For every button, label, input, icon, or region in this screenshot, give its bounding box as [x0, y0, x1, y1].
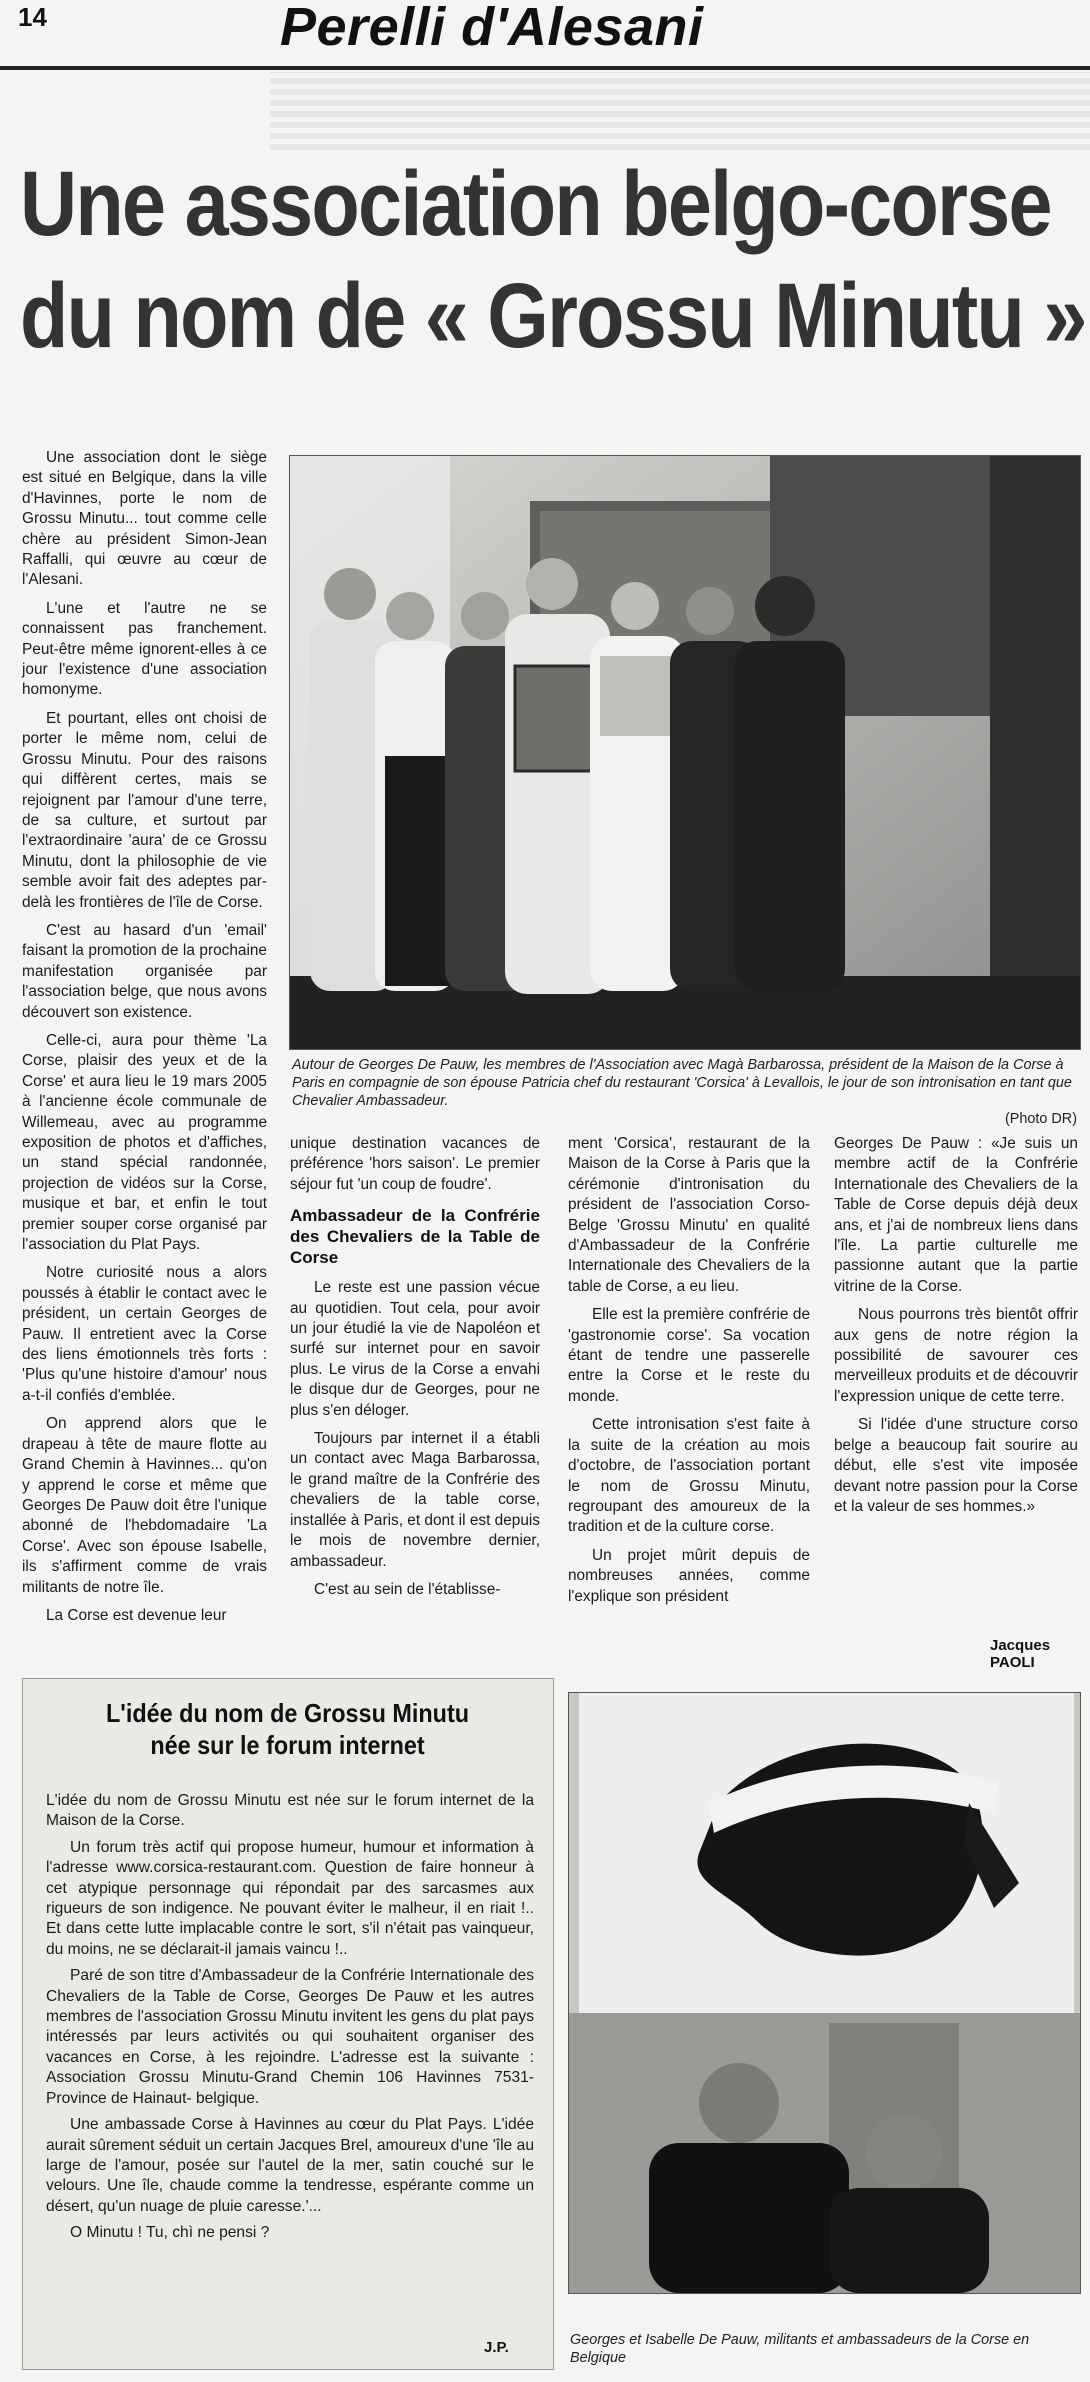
paragraph: Nous pourrons très bientôt offrir aux gens de notre région la possibilité de savourer ces merveilleux produits et de découvrir l'expression unique de cette terre.: [834, 1306, 1078, 1405]
bleed-through-strip: [270, 72, 1090, 150]
paragraph: On apprend alors que le drapeau à tête de maure flotte au Grand Chemin à Havinnes... qu'on y apprend le corse et même que Georges De Pauw doit être l'unique abonné de l'hebdomadaire 'La Corse'. Avec son épouse Isabelle, ils s'affirment comme de vrais militants de notre île.: [22, 1415, 267, 1596]
article-subheading: Ambassadeur de la Confrérie des Chevaliers de la Table de Corse: [290, 1206, 540, 1268]
paragraph: Le reste est une passion vécue au quotidien. Tout cela, pour avoir un jour étudié la vie de Napoléon et surfé sur internet pour en savoir plus. Le virus de la Corse a envahi le disque dur de Georges, pour ne plus s'en déloger.: [290, 1279, 540, 1419]
couple-photo: [568, 1692, 1081, 2294]
paragraph: O Minutu ! Tu, chì ne pensi ?: [70, 2224, 270, 2242]
paragraph: Un projet mûrit depuis de nombreuses années, comme l'explique son président: [568, 1546, 810, 1605]
paragraph: unique destination vacances de préférence 'hors saison'. Le premier séjour fut 'un coup de foudre'.: [290, 1135, 540, 1193]
paragraph: C'est au sein de l'établisse-: [314, 1580, 501, 1598]
group-photo-caption: [292, 1056, 1077, 1128]
paragraph: Toujours par internet il a établi un contact avec Maga Barbarossa, le grand maître de la Confrérie des chevaliers de la table corse, installée à Paris, et dont il est depuis le mois de novembre dernier, ambassadeur.: [290, 1430, 540, 1570]
couple-photo-image: [569, 1693, 1080, 2293]
paragraph: Elle est la première confrérie de 'gastronomie corse'. Sa vocation étant de tendre une passerelle entre la Corse et le reste du monde.: [568, 1306, 810, 1405]
sidebar-text: [46, 1791, 534, 2250]
header-rule: [0, 66, 1090, 70]
article-column-3: [568, 1134, 810, 1615]
headline-line-1: Une association belgo-corse: [20, 153, 1051, 255]
paragraph: La Corse est devenue leur: [46, 1606, 227, 1624]
paragraph: Une association dont le siège est situé en Belgique, dans la ville d'Havinnes, porte le nom de Grossu Minutu... tout comme celle chère au président Simon-Jean Raffalli, qui œuvre au cœur de l'Alesani.: [22, 449, 267, 589]
paragraph: Cette intronisation s'est faite à la suite de la création au mois d'octobre, de l'association portant le nom de Grossu Minutu, regroupant des amoureux de la tradition et de la culture corse.: [568, 1416, 810, 1536]
paragraph: L'une et l'autre ne se connaissent pas franchement. Peut-être même ignorent-elles à ce jour l'existence d'une association homonyme.: [22, 599, 267, 699]
group-photo: [289, 455, 1081, 1050]
paragraph: Une ambassade Corse à Havinnes au cœur du Plat Pays. L'idée aurait sûrement séduit un certain Jacques Brel, amoureux d'une 'île au large de l'amour, posée sur l'autel de la mer, satin couché sur le velours. Une île, chaude comme la tendresse, espérante comme un désert, qu'un nuage de pluie caresse.'...: [46, 2116, 534, 2215]
paragraph: ment 'Corsica', restaurant de la Maison de la Corse à Paris que la cérémonie d'intronisation du président de l'association Corso-Belge 'Grossu Minutu' en qualité d'Ambassadeur de la Confrérie Internationale des Chevaliers de la table de Corse, a eu lieu.: [568, 1135, 810, 1295]
paragraph: Notre curiosité nous a alors poussés à établir le contact avec le président, un certain Georges de Pauw. Il entretient avec la Corse des liens émotionnels très forts : 'Plus qu'une histoire d'amour' nous a-t-il confiés d'emblée.: [22, 1264, 267, 1404]
paragraph: C'est au hasard d'un 'email' faisant la promotion de la prochaine manifestation organisée par l'association belge, que nous avons découvert son existence.: [22, 921, 267, 1021]
sidebar-title-line-1: L'idée du nom de Grossu Minutu: [105, 1698, 470, 1728]
paragraph: Celle-ci, aura pour thème 'La Corse, plaisir des yeux et de la Corse' et aura lieu le 19 mars 2005 à l'ancienne école communale de Willemeau, avec au programme exposition de photos et d'affiches, un stand spécial randonnée, projection de vidéos sur la Corse, musique et bar, et enfin le tout premier souper corse organisé par l'association du Plat Pays.: [22, 1031, 267, 1254]
paragraph: L'idée du nom de Grossu Minutu est née sur le forum internet de la Maison de la Corse.: [46, 1792, 534, 1830]
article-signature: Jacques PAOLI: [990, 1637, 1051, 1671]
paragraph: Un forum très actif qui propose humeur, humour et information à l'adresse www.corsica-restaurant.com. Question de faire honneur à cet atypique personnage qui répondait par des sarcasmes aux rigueurs de son indigence. Ne pouvant éviter le malheur, il en riait !.. Et dans cette lutte implacable contre le sort, s'il n'était pas vainqueur, du moins, ne se déclarait-il jamais vaincu !..: [46, 1838, 534, 1958]
sidebar-signature: J.P.: [484, 2339, 509, 2356]
photo-credit: (Photo DR): [1005, 1111, 1077, 1127]
article-column-4: [834, 1134, 1078, 1525]
paragraph: Et pourtant, elles ont choisi de porter le même nom, celui de Grossu Minutu. Pour des raisons qui diffèrent certes, mais se rejoignent par l'amour d'une terre, de sa culture, et surtout par l'extraordinaire 'aura' de ce Grossu Minutu, dont la philosophie de vie semble avoir fait des adeptes par-delà les frontières de l'île de Corse.: [22, 709, 267, 911]
couple-photo-caption: Georges et Isabelle De Pauw, militants et ambassadeurs de la Corse en Belgique: [570, 2332, 1030, 2366]
group-photo-image: [290, 456, 1080, 1049]
caption-text: Autour de Georges De Pauw, les membres de l'Association avec Magà Barbarossa, président de la Maison de la Corse à Paris en compagnie de son épouse Patricia chef du restaurant 'Corsica' à Levallois, le jour de son intronisation en tant que Chevalier Ambassadeur.: [292, 1057, 1072, 1109]
sidebar-title: [65, 1697, 511, 1761]
headline: [20, 148, 1086, 372]
page-number: 14: [18, 2, 47, 32]
sidebar-title-line-2: née sur le forum internet: [150, 1730, 425, 1760]
section-title: Perelli d'Alesani: [280, 0, 704, 57]
headline-line-2: du nom de « Grossu Minutu »: [20, 265, 1086, 367]
article-column-2: [290, 1134, 540, 1608]
paragraph: Paré de son titre d'Ambassadeur de la Confrérie Internationale des Chevaliers de la Table de Corse, Georges De Pauw et les autres membres de l'association Grossu Minutu invitent les gens du plat pays intéressés par leurs activités ou qui souhaitent organiser des vacances en Corse, à les rejoindre. L'adresse est la suivante : Association Grossu Minutu-Grand Chemin 106 Havinnes 7531- Province de Hainaut- belgique.: [46, 1967, 534, 2107]
paragraph: Si l'idée d'une structure corso belge a beaucoup fait sourire au début, elle s'est vite imposée devant notre passion pour la Corse et la valeur de ses hommes.»: [834, 1416, 1078, 1515]
article-column-1: [22, 448, 267, 1634]
paragraph: Georges De Pauw : «Je suis un membre actif de la Confrérie Internationale des Chevaliers de la Table de Corse depuis déjà deux ans, et j'ai de nombreux liens dans l'île. La partie culturelle me passionne autant que la partie vitrine de la Corse.: [834, 1135, 1078, 1295]
